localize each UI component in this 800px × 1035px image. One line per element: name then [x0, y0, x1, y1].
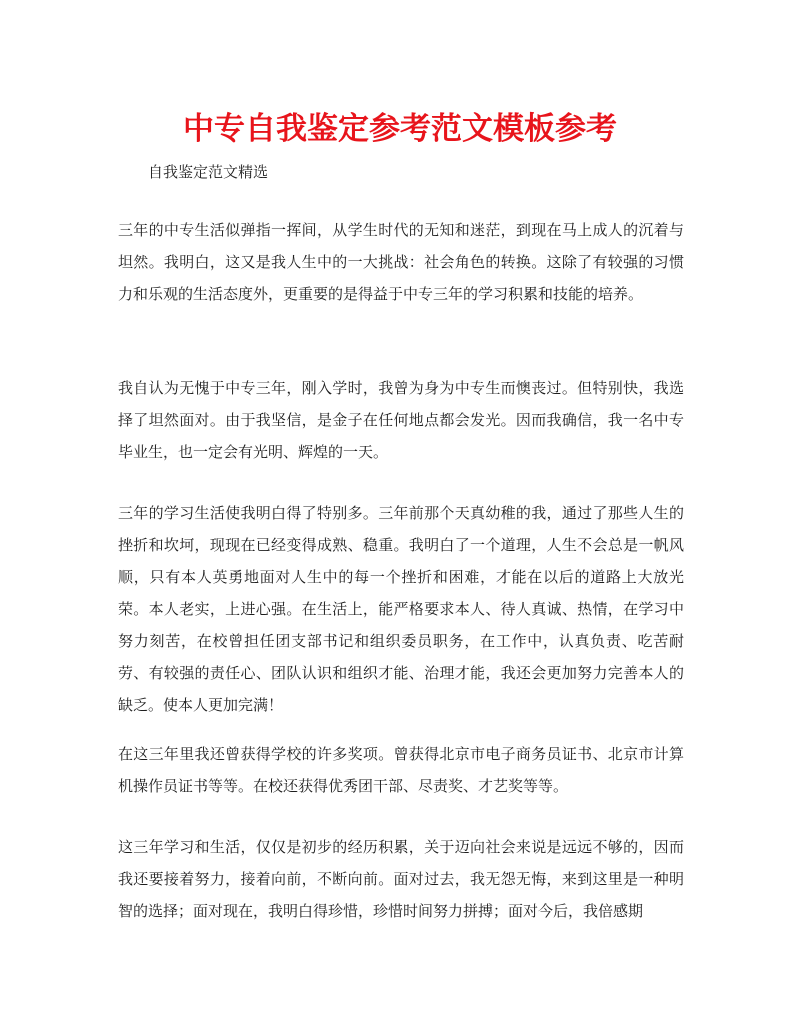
- document-subtitle: 自我鉴定范文精选: [148, 163, 269, 181]
- paragraph-4: 在这三年里我还曾获得学校的许多奖项。曾获得北京市电子商务员证书、北京市计算机操作员证书等等。在校还获得优秀团干部、尽责奖、才艺奖等等。: [118, 745, 684, 795]
- paragraph-3: 三年的学习生活使我明白得了特别多。三年前那个天真幼稚的我，通过了那些人生的挫折和坎坷，现现在已经变得成熟、稳重。我明白了一个道理，人生不会总是一帆风顺，只有本人英勇地面对人生中的每一个挫折和困难，才能在以后的道路上大放光荣。本人老实，上进心强。在生活上，能严格要求本人、待人真诚、热情，在学习中努力刻苦，在校曾担任团支部书记和组织委员职务，在工作中，认真负责、吃苦耐劳、有较强的责任心、团队认识和组织才能、治理才能，我还会更加努力完善本人的缺乏。使本人更加完满！: [118, 504, 684, 714]
- paragraph-1: 三年的中专生活似弹指一挥间，从学生时代的无知和迷茫，到现在马上成人的沉着与坦然。我明白，这又是我人生中的一大挑战：社会角色的转换。这除了有较强的习惯力和乐观的生活态度外，更重要的是得益于中专三年的学习积累和技能的培养。: [118, 221, 684, 303]
- paragraph-5: 这三年学习和生活，仅仅是初步的经历积累，关于迈向社会来说是远远不够的，因而我还要接着努力，接着向前，不断向前。面对过去，我无怨无悔，来到这里是一种明智的选择；面对现在，我明白得珍惜，珍惜时间努力拼搏；面对今后，我倍感期: [118, 838, 684, 920]
- document-title: 中专自我鉴定参考范文模板参考: [183, 111, 617, 147]
- paragraph-2: 我自认为无愧于中专三年，刚入学时，我曾为身为中专生而懊丧过。但特别快，我选择了坦然面对。由于我坚信，是金子在任何地点都会发光。因而我确信，我一名中专毕业生，也一定会有光明、辉煌的一天。: [118, 379, 684, 461]
